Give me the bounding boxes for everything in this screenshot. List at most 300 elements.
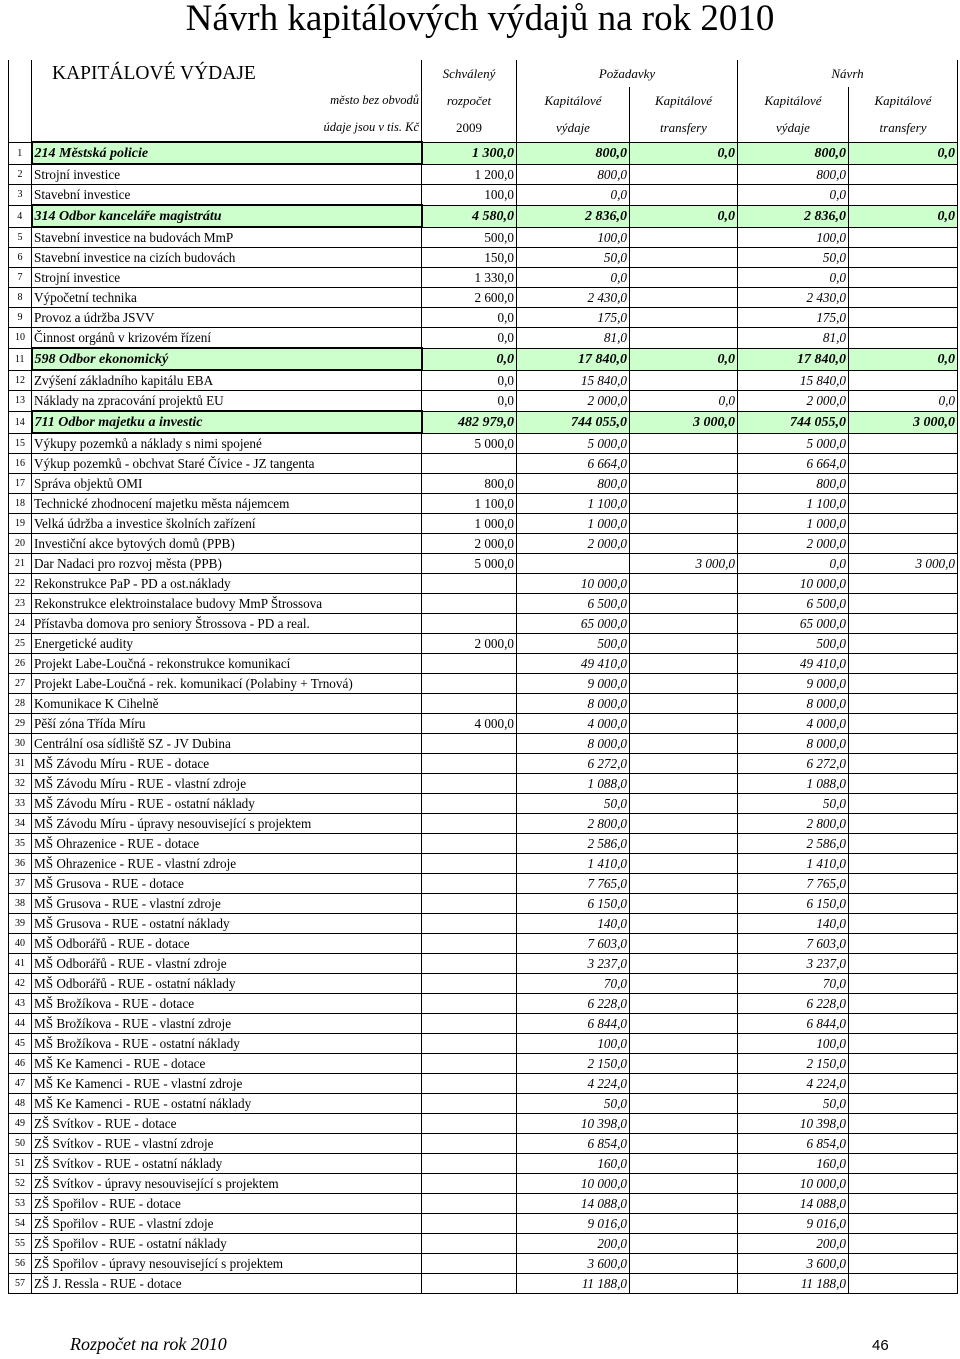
value-prop-transfer: [849, 734, 958, 754]
row-number: 40: [9, 934, 32, 954]
value-prop-capex: 8 000,0: [738, 694, 849, 714]
table-row: [9, 714, 958, 734]
row-label: MŠ Závodu Míru - RUE - vlastní zdroje: [32, 774, 422, 794]
value-req-capex: 10 000,0: [517, 1174, 630, 1194]
section-row: [9, 411, 958, 433]
row-number: 36: [9, 854, 32, 874]
value-prop-capex: 1 100,0: [738, 494, 849, 514]
value-req-transfer: [630, 248, 738, 268]
value-prop-capex: 81,0: [738, 328, 849, 349]
value-req-transfer: [630, 1254, 738, 1274]
row-number: 31: [9, 754, 32, 774]
value-prop-transfer: 0,0: [849, 348, 958, 370]
value-prop-capex: 50,0: [738, 1094, 849, 1114]
value-prop-transfer: 3 000,0: [849, 554, 958, 574]
value-approved: 0,0: [422, 328, 517, 349]
table-row: [9, 1254, 958, 1274]
value-prop-transfer: [849, 1034, 958, 1054]
value-req-transfer: 3 000,0: [630, 554, 738, 574]
value-prop-capex: 8 000,0: [738, 734, 849, 754]
value-prop-capex: 140,0: [738, 914, 849, 934]
value-req-capex: 5 000,0: [517, 433, 630, 454]
value-req-transfer: [630, 328, 738, 349]
row-label: Investiční akce bytových domů (PPB): [32, 534, 422, 554]
table-row: [9, 974, 958, 994]
value-approved: [422, 1234, 517, 1254]
row-label: Rekonstrukce PaP - PD a ost.náklady: [32, 574, 422, 594]
row-number: 45: [9, 1034, 32, 1054]
row-number: 21: [9, 554, 32, 574]
value-req-transfer: [630, 370, 738, 391]
table-row: [9, 774, 958, 794]
value-req-transfer: 0,0: [630, 391, 738, 412]
value-approved: 482 979,0: [422, 411, 517, 433]
value-req-transfer: [630, 1134, 738, 1154]
row-label: ZŠ Svítkov - RUE - vlastní zdroje: [32, 1134, 422, 1154]
row-label: MŠ Brožíkova - RUE - vlastní zdroje: [32, 1014, 422, 1034]
prop-kv-1: Kapitálové: [738, 87, 849, 114]
value-req-transfer: [630, 1174, 738, 1194]
table-row: [9, 1074, 958, 1094]
value-prop-transfer: [849, 227, 958, 248]
row-number: 26: [9, 654, 32, 674]
table-row: [9, 734, 958, 754]
table-row: [9, 370, 958, 391]
value-prop-transfer: [849, 1234, 958, 1254]
value-approved: 100,0: [422, 185, 517, 206]
value-approved: [422, 574, 517, 594]
value-prop-transfer: [849, 674, 958, 694]
table-row: [9, 328, 958, 349]
value-req-transfer: [630, 1054, 738, 1074]
row-label: Výpočetní technika: [32, 288, 422, 308]
value-prop-capex: 0,0: [738, 185, 849, 206]
value-req-transfer: 0,0: [630, 205, 738, 227]
value-prop-capex: 800,0: [738, 474, 849, 494]
row-number: 56: [9, 1254, 32, 1274]
value-prop-transfer: [849, 754, 958, 774]
row-number: 10: [9, 328, 32, 349]
table-row: [9, 934, 958, 954]
value-prop-capex: 17 840,0: [738, 348, 849, 370]
value-req-transfer: [630, 1214, 738, 1234]
value-req-capex: 6 854,0: [517, 1134, 630, 1154]
value-req-transfer: [630, 227, 738, 248]
row-number: 39: [9, 914, 32, 934]
row-label: 598 Odbor ekonomický: [32, 348, 422, 370]
value-prop-transfer: [849, 814, 958, 834]
row-label: MŠ Grusova - RUE - dotace: [32, 874, 422, 894]
section-title: KAPITÁLOVÉ VÝDAJE: [32, 60, 422, 87]
value-req-transfer: [630, 268, 738, 288]
value-req-capex: 744 055,0: [517, 411, 630, 433]
row-label: Provoz a údržba JSVV: [32, 308, 422, 328]
value-req-capex: 8 000,0: [517, 734, 630, 754]
req-kt-1: Kapitálové: [630, 87, 738, 114]
value-prop-capex: 65 000,0: [738, 614, 849, 634]
table-row: [9, 474, 958, 494]
value-req-transfer: [630, 934, 738, 954]
value-approved: [422, 974, 517, 994]
row-label: MŠ Brožíkova - RUE - ostatní náklady: [32, 1034, 422, 1054]
value-prop-transfer: [849, 614, 958, 634]
row-label: MŠ Závodu Míru - úpravy nesouvisející s projektem: [32, 814, 422, 834]
row-number: 18: [9, 494, 32, 514]
row-label: Stavební investice na budovách MmP: [32, 227, 422, 248]
table-row: [9, 854, 958, 874]
row-number: 54: [9, 1214, 32, 1234]
value-approved: 0,0: [422, 370, 517, 391]
value-approved: [422, 1254, 517, 1274]
value-req-capex: 15 840,0: [517, 370, 630, 391]
value-req-transfer: [630, 185, 738, 206]
table-row: [9, 433, 958, 454]
value-req-transfer: [630, 433, 738, 454]
value-prop-capex: 3 237,0: [738, 954, 849, 974]
value-prop-capex: 7 603,0: [738, 934, 849, 954]
table-row: [9, 164, 958, 185]
row-number: 35: [9, 834, 32, 854]
row-label: Projekt Labe-Loučná - rekonstrukce komunikací: [32, 654, 422, 674]
req-kv-2: výdaje: [517, 114, 630, 142]
value-approved: [422, 1214, 517, 1234]
value-prop-transfer: [849, 1014, 958, 1034]
table-row: [9, 308, 958, 328]
value-req-transfer: [630, 288, 738, 308]
value-prop-transfer: [849, 1214, 958, 1234]
value-prop-transfer: [849, 1194, 958, 1214]
row-number: 27: [9, 674, 32, 694]
value-req-transfer: [630, 974, 738, 994]
value-approved: 1 000,0: [422, 514, 517, 534]
value-approved: [422, 1094, 517, 1114]
row-number: 5: [9, 227, 32, 248]
row-label: MŠ Odborářů - RUE - ostatní náklady: [32, 974, 422, 994]
value-req-capex: 9 016,0: [517, 1214, 630, 1234]
row-number: 13: [9, 391, 32, 412]
value-req-transfer: [630, 1014, 738, 1034]
value-prop-capex: 6 150,0: [738, 894, 849, 914]
value-approved: [422, 934, 517, 954]
table-row: [9, 185, 958, 206]
row-number: 8: [9, 288, 32, 308]
value-prop-capex: 2 586,0: [738, 834, 849, 854]
value-prop-capex: 49 410,0: [738, 654, 849, 674]
value-prop-transfer: [849, 185, 958, 206]
value-req-capex: 1 100,0: [517, 494, 630, 514]
row-number: 57: [9, 1274, 32, 1294]
value-approved: 5 000,0: [422, 433, 517, 454]
table-row: [9, 1114, 958, 1134]
value-approved: 2 000,0: [422, 634, 517, 654]
value-prop-capex: 0,0: [738, 554, 849, 574]
col-approved-1: Schválený: [422, 60, 517, 87]
value-req-transfer: [630, 754, 738, 774]
table-row: [9, 754, 958, 774]
value-prop-capex: 9 000,0: [738, 674, 849, 694]
value-prop-transfer: [849, 774, 958, 794]
group-requests: Požadavky: [517, 60, 738, 87]
value-approved: [422, 854, 517, 874]
row-number: 11: [9, 348, 32, 370]
value-prop-capex: 11 188,0: [738, 1274, 849, 1294]
value-approved: [422, 1014, 517, 1034]
row-number: 3: [9, 185, 32, 206]
value-req-transfer: [630, 734, 738, 754]
value-prop-capex: 100,0: [738, 1034, 849, 1054]
value-req-transfer: [630, 634, 738, 654]
value-req-capex: 50,0: [517, 1094, 630, 1114]
value-prop-transfer: [849, 433, 958, 454]
row-label: Energetické audity: [32, 634, 422, 654]
value-prop-transfer: [849, 594, 958, 614]
value-req-transfer: [630, 1094, 738, 1114]
value-req-capex: 14 088,0: [517, 1194, 630, 1214]
value-req-capex: 100,0: [517, 227, 630, 248]
value-req-transfer: 3 000,0: [630, 411, 738, 433]
value-req-capex: 49 410,0: [517, 654, 630, 674]
value-req-capex: 200,0: [517, 1234, 630, 1254]
value-req-capex: 7 603,0: [517, 934, 630, 954]
value-req-transfer: [630, 954, 738, 974]
value-approved: [422, 1114, 517, 1134]
value-req-transfer: [630, 514, 738, 534]
value-req-transfer: 0,0: [630, 348, 738, 370]
row-label: ZŠ Spořilov - úpravy nesouvisející s projektem: [32, 1254, 422, 1274]
value-prop-capex: 14 088,0: [738, 1194, 849, 1214]
row-number: 17: [9, 474, 32, 494]
value-approved: [422, 674, 517, 694]
row-label: Rekonstrukce elektroinstalace budovy MmP Štrossova: [32, 594, 422, 614]
row-number: 55: [9, 1234, 32, 1254]
value-approved: [422, 1134, 517, 1154]
row-label: Strojní investice: [32, 164, 422, 185]
value-req-capex: 6 272,0: [517, 754, 630, 774]
value-req-transfer: [630, 1194, 738, 1214]
table-row: [9, 534, 958, 554]
col-approved-2: rozpočet: [422, 87, 517, 114]
value-prop-transfer: [849, 288, 958, 308]
row-label: MŠ Ke Kamenci - RUE - ostatní náklady: [32, 1094, 422, 1114]
page-title: Návrh kapitálových výdajů na rok 2010: [185, 0, 775, 39]
value-req-capex: 1 000,0: [517, 514, 630, 534]
value-approved: 2 000,0: [422, 534, 517, 554]
value-req-capex: 2 836,0: [517, 205, 630, 227]
value-req-capex: 10 000,0: [517, 574, 630, 594]
value-req-capex: 3 237,0: [517, 954, 630, 974]
value-approved: 0,0: [422, 391, 517, 412]
row-number: 51: [9, 1154, 32, 1174]
value-prop-capex: 6 228,0: [738, 994, 849, 1014]
value-prop-capex: 6 844,0: [738, 1014, 849, 1034]
value-approved: [422, 1194, 517, 1214]
value-approved: 0,0: [422, 308, 517, 328]
row-number: 32: [9, 774, 32, 794]
value-prop-capex: 70,0: [738, 974, 849, 994]
value-req-capex: 6 664,0: [517, 454, 630, 474]
col-approved-3: 2009: [422, 114, 517, 142]
value-approved: [422, 954, 517, 974]
value-req-transfer: [630, 874, 738, 894]
row-number: 41: [9, 954, 32, 974]
value-req-transfer: 0,0: [630, 142, 738, 164]
subtitle-city: město bez obvodů: [32, 87, 422, 114]
value-approved: 0,0: [422, 348, 517, 370]
table-row: [9, 574, 958, 594]
value-prop-transfer: [849, 514, 958, 534]
row-label: 711 Odbor majetku a investic: [32, 411, 422, 433]
value-prop-capex: 200,0: [738, 1234, 849, 1254]
row-number: 49: [9, 1114, 32, 1134]
value-req-capex: 6 150,0: [517, 894, 630, 914]
value-prop-capex: 2 000,0: [738, 534, 849, 554]
value-req-capex: 0,0: [517, 268, 630, 288]
value-prop-capex: 6 664,0: [738, 454, 849, 474]
value-prop-transfer: [849, 954, 958, 974]
value-prop-capex: 100,0: [738, 227, 849, 248]
row-label: Zvýšení základního kapitálu EBA: [32, 370, 422, 391]
table-row: [9, 894, 958, 914]
row-label: MŠ Grusova - RUE - ostatní náklady: [32, 914, 422, 934]
value-req-transfer: [630, 1154, 738, 1174]
value-req-capex: 11 188,0: [517, 1274, 630, 1294]
table-row: [9, 814, 958, 834]
value-approved: 1 200,0: [422, 164, 517, 185]
row-number: 24: [9, 614, 32, 634]
value-prop-capex: 5 000,0: [738, 433, 849, 454]
value-approved: 1 300,0: [422, 142, 517, 164]
table-row: [9, 494, 958, 514]
value-req-transfer: [630, 494, 738, 514]
budget-table: [8, 60, 958, 1294]
value-req-capex: 10 398,0: [517, 1114, 630, 1134]
value-approved: [422, 1274, 517, 1294]
table-row: [9, 1174, 958, 1194]
row-number: 50: [9, 1134, 32, 1154]
value-prop-transfer: [849, 934, 958, 954]
value-prop-transfer: [849, 1254, 958, 1274]
value-approved: [422, 1034, 517, 1054]
value-req-capex: 70,0: [517, 974, 630, 994]
row-number: 23: [9, 594, 32, 614]
row-label: Strojní investice: [32, 268, 422, 288]
value-req-capex: 800,0: [517, 474, 630, 494]
header-row-1: [9, 60, 958, 87]
value-prop-transfer: 0,0: [849, 142, 958, 164]
value-req-capex: 8 000,0: [517, 694, 630, 714]
value-prop-transfer: [849, 1134, 958, 1154]
value-prop-capex: 2 836,0: [738, 205, 849, 227]
table-row: [9, 1274, 958, 1294]
value-approved: [422, 654, 517, 674]
value-approved: 800,0: [422, 474, 517, 494]
table-row: [9, 554, 958, 574]
value-approved: [422, 774, 517, 794]
value-req-transfer: [630, 814, 738, 834]
row-number: 42: [9, 974, 32, 994]
value-prop-capex: 15 840,0: [738, 370, 849, 391]
value-prop-transfer: [849, 654, 958, 674]
value-approved: [422, 794, 517, 814]
table-row: [9, 391, 958, 412]
table-row: [9, 1094, 958, 1114]
value-prop-transfer: 0,0: [849, 205, 958, 227]
value-prop-capex: 50,0: [738, 794, 849, 814]
value-prop-transfer: [849, 694, 958, 714]
value-prop-capex: 1 410,0: [738, 854, 849, 874]
value-approved: [422, 454, 517, 474]
value-req-transfer: [630, 614, 738, 634]
table-row: [9, 1194, 958, 1214]
value-prop-transfer: 3 000,0: [849, 411, 958, 433]
value-approved: [422, 614, 517, 634]
table-row: [9, 514, 958, 534]
table-row: [9, 227, 958, 248]
value-prop-transfer: [849, 248, 958, 268]
row-number: 7: [9, 268, 32, 288]
row-label: Pěší zóna Třída Míru: [32, 714, 422, 734]
value-prop-transfer: [849, 534, 958, 554]
table-row: [9, 1014, 958, 1034]
table-row: [9, 834, 958, 854]
value-req-capex: 2 000,0: [517, 534, 630, 554]
row-number: 44: [9, 1014, 32, 1034]
subtitle-units: údaje jsou v tis. Kč: [32, 114, 422, 142]
value-prop-capex: 1 088,0: [738, 774, 849, 794]
value-prop-transfer: [849, 1274, 958, 1294]
value-approved: [422, 1154, 517, 1174]
table-row: [9, 288, 958, 308]
prop-kv-2: výdaje: [738, 114, 849, 142]
value-req-transfer: [630, 774, 738, 794]
value-prop-transfer: [849, 494, 958, 514]
value-req-transfer: [630, 474, 738, 494]
value-req-capex: 81,0: [517, 328, 630, 349]
table-row: [9, 914, 958, 934]
value-prop-capex: 6 272,0: [738, 754, 849, 774]
value-prop-transfer: [849, 1054, 958, 1074]
table-row: [9, 634, 958, 654]
value-req-transfer: [630, 834, 738, 854]
row-label: 214 Městská policie: [32, 142, 422, 164]
value-req-transfer: [630, 794, 738, 814]
row-number: 48: [9, 1094, 32, 1114]
value-prop-transfer: [849, 1114, 958, 1134]
value-prop-capex: 2 430,0: [738, 288, 849, 308]
table-row: [9, 1154, 958, 1174]
value-prop-capex: 10 000,0: [738, 574, 849, 594]
row-label: Velká údržba a investice školních zařízení: [32, 514, 422, 534]
footer-text: Rozpočet na rok 2010: [70, 1334, 227, 1354]
value-prop-capex: 4 224,0: [738, 1074, 849, 1094]
row-number: 9: [9, 308, 32, 328]
value-prop-capex: 3 600,0: [738, 1254, 849, 1274]
value-approved: [422, 914, 517, 934]
prop-kt-2: transfery: [849, 114, 958, 142]
row-label: Přístavba domova pro seniory Štrossova - PD a real.: [32, 614, 422, 634]
row-number: 34: [9, 814, 32, 834]
table-row: [9, 954, 958, 974]
value-approved: [422, 834, 517, 854]
value-prop-capex: 744 055,0: [738, 411, 849, 433]
value-req-capex: [517, 554, 630, 574]
table-row: [9, 694, 958, 714]
row-label: Správa objektů OMI: [32, 474, 422, 494]
value-prop-capex: 160,0: [738, 1154, 849, 1174]
value-prop-capex: 2 800,0: [738, 814, 849, 834]
value-prop-capex: 2 150,0: [738, 1054, 849, 1074]
row-label: Technické zhodnocení majetku města nájemcem: [32, 494, 422, 514]
